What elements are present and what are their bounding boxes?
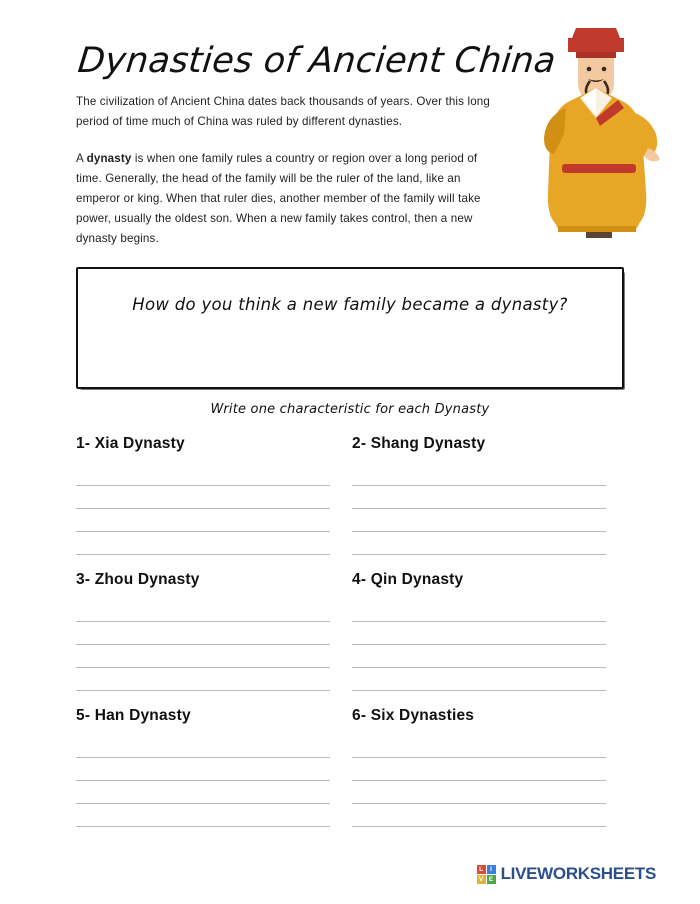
answer-line[interactable]: [76, 532, 330, 555]
dynasty-label: 3- Zhou Dynasty: [76, 570, 200, 588]
answer-line[interactable]: [76, 668, 330, 691]
answer-line[interactable]: [352, 599, 606, 622]
answer-line[interactable]: [76, 804, 330, 827]
dynasty-cell: [76, 571, 352, 691]
answer-line[interactable]: [352, 486, 606, 509]
logo-squares-icon: [477, 865, 496, 884]
answer-line[interactable]: [76, 758, 330, 781]
answer-line[interactable]: [76, 622, 330, 645]
answer-line[interactable]: [352, 645, 606, 668]
dynasty-cell: [352, 571, 628, 691]
dynasty-label: 1- Xia Dynasty: [76, 434, 185, 452]
answer-lines[interactable]: [352, 463, 606, 555]
logo-square-e: E: [487, 875, 496, 884]
answer-lines[interactable]: [76, 735, 330, 827]
dynasty-cell: [352, 707, 628, 827]
intro-paragraph-1: The civilization of Ancient China dates back thousands of years. Over this long period of time much of China was ruled by different dynasties.: [76, 95, 490, 129]
answer-line[interactable]: [76, 486, 330, 509]
dynasty-grid: [76, 435, 628, 827]
dynasty-label: 6- Six Dynasties: [352, 706, 475, 724]
answer-line[interactable]: [352, 781, 606, 804]
page-title: Dynasties of Ancient China: [75, 41, 558, 81]
instruction-text: Write one characteristic for each Dynasty: [210, 401, 490, 417]
answer-line[interactable]: [352, 463, 606, 486]
answer-line[interactable]: [76, 645, 330, 668]
answer-line[interactable]: [76, 509, 330, 532]
liveworksheets-logo[interactable]: [477, 864, 656, 884]
answer-line[interactable]: [352, 735, 606, 758]
answer-line[interactable]: [352, 532, 606, 555]
dynasty-label: 4- Qin Dynasty: [352, 570, 464, 588]
answer-line[interactable]: [352, 668, 606, 691]
answer-line[interactable]: [352, 758, 606, 781]
question-prompt: How do you think a new family became a dynasty?: [132, 294, 568, 314]
answer-line[interactable]: [352, 804, 606, 827]
answer-line[interactable]: [352, 622, 606, 645]
answer-lines[interactable]: [352, 735, 606, 827]
answer-lines[interactable]: [76, 463, 330, 555]
answer-line[interactable]: [76, 735, 330, 758]
answer-lines[interactable]: [76, 599, 330, 691]
intro-paragraph-2: [76, 149, 494, 249]
dynasty-label: 5- Han Dynasty: [76, 706, 191, 724]
intro-rest: is when one family rules a country or region over a long period of time. Generally, the head of the family will be the ruler of the land, like an emperor or king. When that ruler dies, another member of the family will take power, usually the oldest son. When a new family takes control, then a new dynasty begins.: [76, 151, 481, 245]
answer-line[interactable]: [352, 509, 606, 532]
dynasty-cell: [76, 435, 352, 555]
answer-line[interactable]: [76, 463, 330, 486]
logo-square-l: L: [477, 865, 486, 874]
answer-line[interactable]: [76, 781, 330, 804]
dynasty-cell: [352, 435, 628, 555]
dynasty-keyword: dynasty: [86, 151, 132, 165]
logo-square-i: I: [487, 865, 496, 874]
logo-square-v: V: [477, 875, 486, 884]
question-answer-box[interactable]: [76, 267, 624, 389]
answer-line[interactable]: [76, 599, 330, 622]
dynasty-label: 2- Shang Dynasty: [352, 434, 486, 452]
intro-lead: A: [76, 151, 84, 165]
answer-lines[interactable]: [352, 599, 606, 691]
dynasty-cell: [76, 707, 352, 827]
logo-text: LIVEWORKSHEETS: [500, 864, 656, 883]
